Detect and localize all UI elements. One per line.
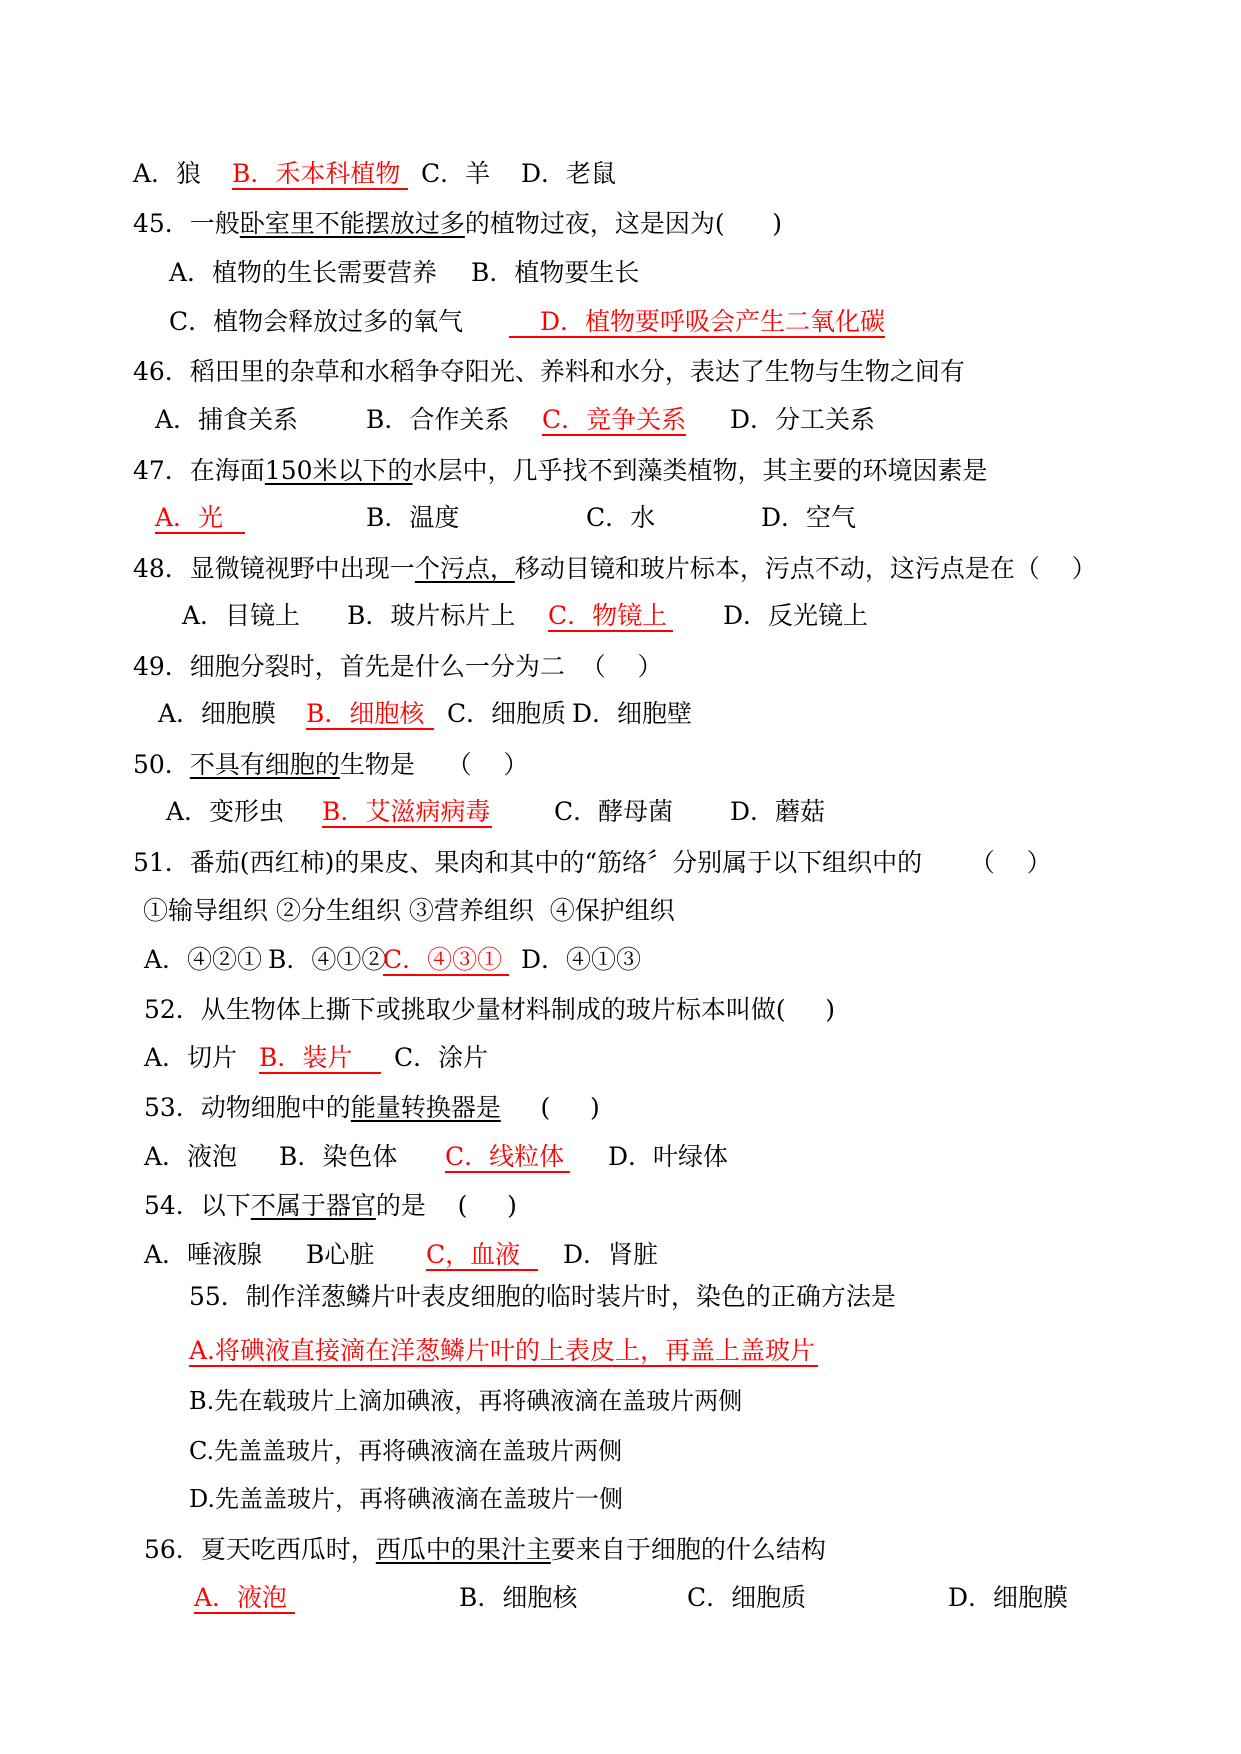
q49-option-d: D．细胞壁: [572, 699, 693, 728]
q50-option-b-answer: B．艾滋病病毒: [322, 797, 491, 826]
q55-option-a-row: [0, 1336, 816, 1367]
q45-option-b: B．植物要生长: [471, 258, 640, 287]
q54-option-c-answer: C，血液: [426, 1241, 538, 1271]
q51-option-b: B．④①②: [268, 945, 387, 974]
q53-stem-lead: 53．动物细胞中的: [144, 1093, 351, 1122]
q48-stem-tail: 移动目镜和玻片标本，污点不动，这污点是在（ ）: [514, 554, 1097, 583]
q45-stem: [133, 209, 782, 239]
q50-stem-tail: 生物是 （ ）: [339, 750, 529, 779]
q54-option-d: D．肾脏: [563, 1240, 659, 1269]
q56-stem-tail: 要来自于细胞的什么结构: [550, 1535, 826, 1564]
q46-stem: [133, 357, 965, 387]
q48-stem: [133, 554, 1097, 584]
q45-stem-lead: 45．一般: [133, 209, 240, 238]
q50-stem-underlined: 不具有细胞的: [189, 750, 340, 779]
q56-stem: [144, 1535, 826, 1565]
q44-options-row: [0, 159, 617, 190]
q46-option-b: B．合作关系: [366, 405, 510, 434]
q56-option-b: B．细胞核: [459, 1583, 578, 1612]
q48-options-row: [0, 601, 869, 632]
q53-stem-tail: ( ): [500, 1093, 600, 1122]
q46-option-a: A．捕食关系: [155, 405, 299, 434]
q54-options-row: [0, 1240, 659, 1271]
q44-option-b-answer: B．禾本科植物: [232, 160, 408, 190]
q56-stem-underlined: 西瓜中的果汁主: [375, 1535, 551, 1564]
q49-stem: [133, 652, 663, 682]
q48-option-c-answer: C．物镜上: [548, 602, 673, 632]
q51-stem-text: 51．番茄(西红柿)的果皮、果肉和其中的“筋络〞分别属于以下组织中的 （ ）: [133, 848, 1052, 877]
q55-stem: [189, 1282, 896, 1312]
q55-option-c-row: [0, 1437, 623, 1467]
q48-option-b: B．玻片标片上: [347, 601, 516, 630]
q52-stem: [144, 995, 835, 1025]
q52-option-b-answer: B．装片: [259, 1044, 381, 1074]
q53-options-row: [0, 1142, 729, 1173]
q48-option-a: A．目镜上: [182, 601, 301, 630]
q55-stem-text: 55．制作洋葱鳞片叶表皮细胞的临时装片时，染色的正确方法是: [189, 1282, 896, 1311]
q48-option-d: D．反光镜上: [723, 601, 869, 630]
q53-option-c-answer: C．线粒体: [445, 1143, 570, 1173]
q49-options-row: [0, 699, 693, 730]
q51-option-d: D．④①③: [521, 945, 642, 974]
q52-option-c: C．涂片: [394, 1043, 489, 1072]
q56-option-d: D．细胞膜: [948, 1583, 1069, 1612]
q55-option-d-row: [0, 1485, 624, 1515]
q47-stem-underlined: 150米以下的: [264, 456, 413, 485]
q53-stem-underlined: 能量转换器是: [350, 1093, 501, 1122]
q55-option-d: D.先盖盖玻片，再将碘液滴在盖玻片一侧: [189, 1485, 624, 1513]
q52-stem-text: 52．从生物体上撕下或挑取少量材料制成的玻片标本叫做( ): [144, 995, 836, 1024]
q52-option-a: A．切片: [144, 1043, 238, 1072]
q56-options-row: [0, 1583, 1069, 1614]
q44-option-c: C．羊: [421, 159, 491, 188]
q45-options-row-2: [0, 307, 886, 338]
q47-stem-lead: 47．在海面: [133, 456, 265, 485]
q47-option-a-answer: A．光: [155, 504, 245, 534]
q50-options-row: [0, 797, 826, 828]
q51-option-c-answer: C．④③①: [383, 946, 509, 976]
q51-option-a: A．④②①: [144, 945, 263, 974]
q54-stem-underlined: 不属于器官: [250, 1191, 376, 1220]
q49-stem-text: 49．细胞分裂时，首先是什么一分为二 （ ）: [133, 652, 663, 681]
q49-option-b-answer: B．细胞核: [306, 700, 434, 730]
q54-option-a: A．唾液腺: [144, 1240, 263, 1269]
q45-stem-underlined: 卧室里不能摆放过多: [239, 209, 465, 238]
q46-stem-text: 46．稻田里的杂草和水稻争夺阳光、养料和水分，表达了生物与生物之间有: [133, 357, 965, 386]
q47-option-c: C．水: [586, 503, 656, 532]
q47-option-b: B．温度: [366, 503, 460, 532]
q55-option-b: B.先在载玻片上滴加碘液，再将碘液滴在盖玻片两侧: [189, 1387, 743, 1415]
q55-option-a-answer: A.将碘液直接滴在洋葱鳞片叶的上表皮上，再盖上盖玻片: [189, 1337, 818, 1367]
q51-stem: [133, 848, 1052, 878]
q56-option-a-answer: A．液泡: [194, 1584, 295, 1614]
q56-stem-lead: 56．夏天吃西瓜时，: [144, 1535, 376, 1564]
q48-stem-underlined: 个污点，: [414, 554, 515, 583]
q46-option-d: D．分工关系: [730, 405, 876, 434]
q47-options-row: [0, 503, 857, 534]
q55-option-b-row: [0, 1387, 743, 1417]
q53-option-a: A．液泡: [144, 1142, 238, 1171]
q51-tissues-text: ①输导组织 ②分生组织 ③营养组织 ④保护组织: [143, 896, 675, 925]
q55-option-c: C.先盖盖玻片，再将碘液滴在盖玻片两侧: [189, 1437, 623, 1465]
q51-tissue-list: [143, 896, 675, 926]
q50-stem-lead: 50．: [133, 750, 190, 779]
q54-stem: [144, 1191, 517, 1221]
q47-stem: [133, 456, 988, 486]
q49-option-c: C．细胞质: [447, 699, 567, 728]
q53-stem: [144, 1093, 600, 1123]
q47-option-d: D．空气: [761, 503, 857, 532]
q45-option-d-answer: D．植物要呼吸会产生二氧化碳: [509, 308, 885, 338]
q46-option-c-answer: C．竞争关系: [542, 405, 687, 434]
q53-option-d: D．叶绿体: [608, 1142, 729, 1171]
q45-option-c: C．植物会释放过多的氧气: [169, 307, 464, 336]
q44-option-a: A．狼: [133, 159, 202, 188]
q54-stem-tail: 的是 ( ): [375, 1191, 517, 1220]
q50-option-c: C．酵母菌: [554, 797, 674, 826]
q44-option-d: D．老鼠: [521, 159, 617, 188]
q49-option-a: A．细胞膜: [158, 699, 277, 728]
q50-stem: [133, 750, 528, 780]
q45-stem-tail: 的植物过夜，这是因为( ): [464, 209, 783, 238]
q51-options-row: [0, 945, 642, 976]
q54-option-b: B心脏: [306, 1240, 375, 1269]
q45-option-a: A．植物的生长需要营养: [169, 258, 438, 287]
q50-option-d: D．蘑菇: [730, 797, 826, 826]
q48-stem-lead: 48．显微镜视野中出现一: [133, 554, 415, 583]
q45-options-row-1: [0, 258, 640, 289]
q53-option-b: B．染色体: [279, 1142, 398, 1171]
q50-option-a: A．变形虫: [166, 797, 285, 826]
q46-options-row: [0, 405, 876, 436]
q47-stem-tail: 水层中，几乎找不到藻类植物，其主要的环境因素是: [412, 456, 988, 485]
q54-stem-lead: 54．以下: [144, 1191, 251, 1220]
q56-option-c: C．细胞质: [687, 1583, 807, 1612]
q52-options-row: [0, 1043, 489, 1074]
